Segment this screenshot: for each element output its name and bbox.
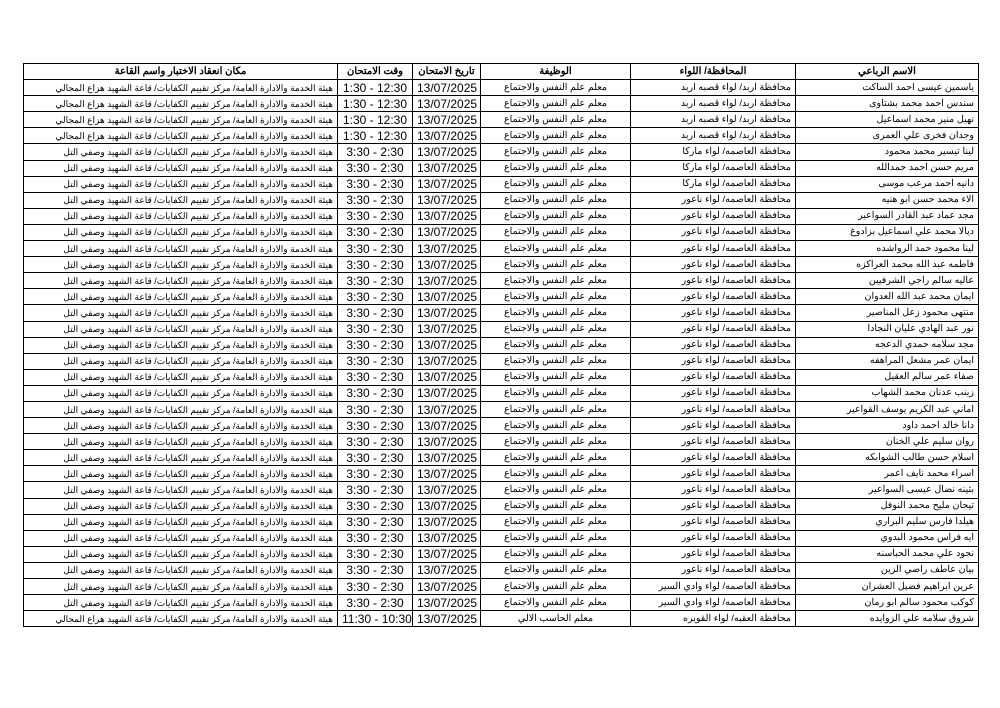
table-row — [24, 257, 979, 273]
table-row — [24, 418, 979, 434]
cell-date: 13/07/2025 — [413, 353, 481, 369]
table-row — [24, 498, 979, 514]
table-row — [24, 305, 979, 321]
cell-place: هيئة الخدمة والادارة العامة/ مركز تقييم الكفايات/ قاعة الشهيد وصفي التل — [24, 241, 338, 257]
cell-place: هيئة الخدمة والادارة العامة/ مركز تقييم الكفايات/ قاعة الشهيد وصفي التل — [24, 160, 338, 176]
cell-place: هيئة الخدمة والادارة العامة/ مركز تقييم الكفايات/ قاعة الشهيد وصفي التل — [24, 273, 338, 289]
cell-place: هيئة الخدمة والادارة العامة/ مركز تقييم الكفايات/ قاعة الشهيد وصفي التل — [24, 208, 338, 224]
cell-date: 13/07/2025 — [413, 321, 481, 337]
table-row — [24, 160, 979, 176]
cell-job: معلم علم النفس والاجتماع — [481, 337, 631, 353]
cell-name: بثينه نضال عيسى السواعير — [796, 482, 979, 498]
cell-governorate: محافظة العاصمه/ لواء ناعور — [631, 450, 796, 466]
cell-name: ايه فراس محمود البدوي — [796, 530, 979, 546]
cell-governorate: محافظة العاصمه/ لواء ماركا — [631, 160, 796, 176]
cell-governorate: محافظة العاصمه/ لواء ناعور — [631, 241, 796, 257]
cell-job: معلم علم النفس والاجتماع — [481, 257, 631, 273]
cell-name: زينب عدنان محمد الشهاب — [796, 385, 979, 401]
cell-time: 3:30 - 2:30 — [338, 176, 413, 192]
cell-name: اسراء محمد نايف اعمر — [796, 466, 979, 482]
cell-date: 13/07/2025 — [413, 208, 481, 224]
cell-governorate: محافظة العاصمه/ لواء ناعور — [631, 434, 796, 450]
cell-date: 13/07/2025 — [413, 401, 481, 417]
table-row — [24, 546, 979, 562]
cell-governorate: محافظة العاصمه/ لواء ناعور — [631, 418, 796, 434]
cell-job: معلم علم النفس والاجتماع — [481, 369, 631, 385]
cell-governorate: محافظة اربد/ لواء قصبه اربد — [631, 80, 796, 96]
cell-time: 1:30 - 12:30 — [338, 112, 413, 128]
cell-governorate: محافظة العاصمه/ لواء ماركا — [631, 144, 796, 160]
header-row — [24, 64, 979, 80]
table-row — [24, 208, 979, 224]
cell-governorate: محافظة العاصمه/ لواء ناعور — [631, 305, 796, 321]
cell-job: معلم علم النفس والاجتماع — [481, 482, 631, 498]
cell-date: 13/07/2025 — [413, 466, 481, 482]
cell-job: معلم علم النفس والاجتماع — [481, 321, 631, 337]
cell-place: هيئة الخدمة والادارة العامة/ مركز تقييم الكفايات/ قاعة الشهيد وصفي التل — [24, 434, 338, 450]
table-row — [24, 562, 979, 578]
table-row — [24, 482, 979, 498]
cell-place: هيئة الخدمة والادارة العامة/ مركز تقييم الكفايات/ قاعة الشهيد وصفي التل — [24, 257, 338, 273]
cell-date: 13/07/2025 — [413, 305, 481, 321]
cell-name: ديالا محمد علي اسماعيل بزادوغ — [796, 224, 979, 240]
cell-governorate: محافظة العاصمه/ لواء ناعور — [631, 273, 796, 289]
cell-time: 3:30 - 2:30 — [338, 434, 413, 450]
cell-place: هيئة الخدمة والادارة العامة/ مركز تقييم الكفايات/ قاعة الشهيد وصفي التل — [24, 385, 338, 401]
cell-governorate: محافظة العاصمه/ لواء ناعور — [631, 498, 796, 514]
cell-date: 13/07/2025 — [413, 385, 481, 401]
cell-time: 3:30 - 2:30 — [338, 530, 413, 546]
cell-name: بيان عاطف راضي الزين — [796, 562, 979, 578]
cell-place: هيئة الخدمة والادارة العامة/ مركز تقييم الكفايات/ قاعة الشهيد وصفي التل — [24, 514, 338, 530]
cell-name: نور عبد الهادي عليان النجادا — [796, 321, 979, 337]
cell-time: 3:30 - 2:30 — [338, 450, 413, 466]
cell-governorate: محافظة اربد/ لواء قصبه اربد — [631, 96, 796, 112]
cell-date: 13/07/2025 — [413, 530, 481, 546]
cell-date: 13/07/2025 — [413, 514, 481, 530]
cell-date: 13/07/2025 — [413, 176, 481, 192]
table-row — [24, 530, 979, 546]
table-row — [24, 224, 979, 240]
cell-name: روان سليم علي الخنان — [796, 434, 979, 450]
table-row — [24, 289, 979, 305]
cell-date: 13/07/2025 — [413, 450, 481, 466]
table-row — [24, 176, 979, 192]
cell-place: هيئة الخدمة والادارة العامة/ مركز تقييم الكفايات/ قاعة الشهيد وصفي التل — [24, 305, 338, 321]
cell-time: 3:30 - 2:30 — [338, 257, 413, 273]
cell-name: نهيل منير محمد اسماعيل — [796, 112, 979, 128]
header-governorate: المحافظة/ اللواء — [631, 64, 796, 80]
cell-name: دانيه احمد مرعب موسى — [796, 176, 979, 192]
cell-date: 13/07/2025 — [413, 579, 481, 595]
cell-date: 13/07/2025 — [413, 224, 481, 240]
cell-place: هيئة الخدمة والادارة العامة/ مركز تقييم الكفايات/ قاعة الشهيد وصفي التل — [24, 595, 338, 611]
cell-job: معلم علم النفس والاجتماع — [481, 80, 631, 96]
cell-name: لينا تيسير محمد محمود — [796, 144, 979, 160]
cell-place: هيئة الخدمة والادارة العامة/ مركز تقييم الكفايات/ قاعة الشهيد هزاع المجالي — [24, 128, 338, 144]
cell-name: فاطمه عبد الله محمد العراكزه — [796, 257, 979, 273]
cell-date: 13/07/2025 — [413, 498, 481, 514]
table-row — [24, 595, 979, 611]
cell-date: 13/07/2025 — [413, 546, 481, 562]
cell-job: معلم علم النفس والاجتماع — [481, 595, 631, 611]
cell-job: معلم علم النفس والاجتماع — [481, 160, 631, 176]
cell-job: معلم علم النفس والاجتماع — [481, 401, 631, 417]
cell-governorate: محافظة العاصمه/ لواء ناعور — [631, 321, 796, 337]
cell-date: 13/07/2025 — [413, 611, 481, 627]
cell-name: سندس احمد محمد بشتاوى — [796, 96, 979, 112]
cell-place: هيئة الخدمة والادارة العامة/ مركز تقييم الكفايات/ قاعة الشهيد وصفي التل — [24, 530, 338, 546]
cell-time: 3:30 - 2:30 — [338, 224, 413, 240]
cell-place: هيئة الخدمة والادارة العامة/ مركز تقييم الكفايات/ قاعة الشهيد وصفي التل — [24, 401, 338, 417]
cell-governorate: محافظة العاصمه/ لواء ناعور — [631, 562, 796, 578]
cell-place: هيئة الخدمة والادارة العامة/ مركز تقييم الكفايات/ قاعة الشهيد وصفي التل — [24, 466, 338, 482]
cell-name: مريم حسن احمد حمدالله — [796, 160, 979, 176]
cell-place: هيئة الخدمة والادارة العامة/ مركز تقييم الكفايات/ قاعة الشهيد وصفي التل — [24, 321, 338, 337]
cell-name: ايمان محمد عبد الله العدوان — [796, 289, 979, 305]
cell-job: معلم علم النفس والاجتماع — [481, 434, 631, 450]
cell-time: 3:30 - 2:30 — [338, 401, 413, 417]
cell-time: 3:30 - 2:30 — [338, 144, 413, 160]
cell-time: 3:30 - 2:30 — [338, 337, 413, 353]
cell-governorate: محافظة العاصمه/ لواء وادي السير — [631, 579, 796, 595]
table-row — [24, 96, 979, 112]
cell-job: معلم علم النفس والاجتماع — [481, 289, 631, 305]
cell-name: لينا محمود حمد الرواشده — [796, 241, 979, 257]
cell-governorate: محافظة العاصمه/ لواء ناعور — [631, 289, 796, 305]
cell-governorate: محافظة العاصمه/ لواء ناعور — [631, 546, 796, 562]
table-row — [24, 144, 979, 160]
cell-time: 3:30 - 2:30 — [338, 273, 413, 289]
cell-place: هيئة الخدمة والادارة العامة/ مركز تقييم الكفايات/ قاعة الشهيد وصفي التل — [24, 450, 338, 466]
cell-governorate: محافظة العاصمه/ لواء ناعور — [631, 192, 796, 208]
cell-date: 13/07/2025 — [413, 369, 481, 385]
table-row — [24, 353, 979, 369]
cell-date: 13/07/2025 — [413, 160, 481, 176]
cell-time: 11:30 - 10:30 — [338, 611, 413, 627]
table-row — [24, 579, 979, 595]
cell-date: 13/07/2025 — [413, 128, 481, 144]
cell-place: هيئة الخدمة والادارة العامة/ مركز تقييم الكفايات/ قاعة الشهيد وصفي التل — [24, 176, 338, 192]
cell-time: 3:30 - 2:30 — [338, 514, 413, 530]
cell-governorate: محافظة اربد/ لواء قصبه اربد — [631, 112, 796, 128]
cell-name: مجد سلامه حمدي الدعجه — [796, 337, 979, 353]
cell-governorate: محافظة العاصمه/ لواء ناعور — [631, 224, 796, 240]
cell-governorate: محافظة العاصمه/ لواء ناعور — [631, 401, 796, 417]
cell-name: هيلدا فارس سليم البراري — [796, 514, 979, 530]
cell-job: معلم علم النفس والاجتماع — [481, 273, 631, 289]
cell-time: 3:30 - 2:30 — [338, 466, 413, 482]
cell-place: هيئة الخدمة والادارة العامة/ مركز تقييم الكفايات/ قاعة الشهيد وصفي التل — [24, 418, 338, 434]
cell-job: معلم علم النفس والاجتماع — [481, 385, 631, 401]
cell-time: 3:30 - 2:30 — [338, 482, 413, 498]
header-name: الاسم الرباعي — [796, 64, 979, 80]
cell-name: نجود علي محمد الحباسنه — [796, 546, 979, 562]
cell-job: معلم علم النفس والاجتماع — [481, 353, 631, 369]
cell-name: تيجان مليح محمد النوفل — [796, 498, 979, 514]
cell-name: وجدان فخرى علي العمرى — [796, 128, 979, 144]
table-row — [24, 450, 979, 466]
cell-time: 3:30 - 2:30 — [338, 353, 413, 369]
table-row — [24, 80, 979, 96]
cell-place: هيئة الخدمة والادارة العامة/ مركز تقييم الكفايات/ قاعة الشهيد وصفي التل — [24, 546, 338, 562]
cell-time: 3:30 - 2:30 — [338, 562, 413, 578]
cell-date: 13/07/2025 — [413, 96, 481, 112]
cell-place: هيئة الخدمة والادارة العامة/ مركز تقييم الكفايات/ قاعة الشهيد وصفي التل — [24, 144, 338, 160]
cell-date: 13/07/2025 — [413, 241, 481, 257]
cell-date: 13/07/2025 — [413, 337, 481, 353]
cell-date: 13/07/2025 — [413, 80, 481, 96]
cell-date: 13/07/2025 — [413, 144, 481, 160]
cell-date: 13/07/2025 — [413, 595, 481, 611]
cell-governorate: محافظة العاصمه/ لواء وادي السير — [631, 595, 796, 611]
cell-time: 3:30 - 2:30 — [338, 192, 413, 208]
cell-job: معلم علم النفس والاجتماع — [481, 514, 631, 530]
cell-name: شروق سلامه علي الزوايده — [796, 611, 979, 627]
cell-job: معلم علم النفس والاجتماع — [481, 466, 631, 482]
header-date: تاريخ الامتحان — [413, 64, 481, 80]
cell-governorate: محافظة العاصمه/ لواء ناعور — [631, 385, 796, 401]
header-place: مكان انعقاد الاختبار واسم القاعة — [24, 64, 338, 80]
cell-job: معلم علم النفس والاجتماع — [481, 176, 631, 192]
table-row — [24, 241, 979, 257]
cell-time: 3:30 - 2:30 — [338, 546, 413, 562]
cell-name: منتهى محمود زعل المناصير — [796, 305, 979, 321]
cell-place: هيئة الخدمة والادارة العامة/ مركز تقييم الكفايات/ قاعة الشهيد وصفي التل — [24, 353, 338, 369]
cell-date: 13/07/2025 — [413, 562, 481, 578]
cell-governorate: محافظة العاصمه/ لواء ناعور — [631, 257, 796, 273]
cell-governorate: محافظة العاصمه/ لواء ناعور — [631, 353, 796, 369]
cell-place: هيئة الخدمة والادارة العامة/ مركز تقييم الكفايات/ قاعة الشهيد وصفي التل — [24, 369, 338, 385]
cell-job: معلم علم النفس والاجتماع — [481, 224, 631, 240]
cell-time: 3:30 - 2:30 — [338, 418, 413, 434]
cell-time: 3:30 - 2:30 — [338, 305, 413, 321]
cell-place: هيئة الخدمة والادارة العامة/ مركز تقييم الكفايات/ قاعة الشهيد هزاع المجالي — [24, 611, 338, 627]
cell-date: 13/07/2025 — [413, 112, 481, 128]
cell-place: هيئة الخدمة والادارة العامة/ مركز تقييم الكفايات/ قاعة الشهيد وصفي التل — [24, 192, 338, 208]
cell-job: معلم الحاسب الالي — [481, 611, 631, 627]
table-row — [24, 273, 979, 289]
cell-name: عاليه سالم راجي الشرفيين — [796, 273, 979, 289]
table-row — [24, 514, 979, 530]
cell-time: 3:30 - 2:30 — [338, 289, 413, 305]
cell-place: هيئة الخدمة والادارة العامة/ مركز تقييم الكفايات/ قاعة الشهيد وصفي التل — [24, 498, 338, 514]
cell-job: معلم علم النفس والاجتماع — [481, 498, 631, 514]
cell-name: ياسمين عيسى احمد الساكت — [796, 80, 979, 96]
table-row — [24, 112, 979, 128]
table-row — [24, 434, 979, 450]
cell-name: الاء محمد حسن ابو هنيه — [796, 192, 979, 208]
cell-place: هيئة الخدمة والادارة العامة/ مركز تقييم الكفايات/ قاعة الشهيد وصفي التل — [24, 289, 338, 305]
cell-governorate: محافظة العاصمه/ لواء ماركا — [631, 176, 796, 192]
cell-governorate: محافظة العاصمه/ لواء ناعور — [631, 337, 796, 353]
cell-date: 13/07/2025 — [413, 289, 481, 305]
cell-governorate: محافظة اربد/ لواء قصبه اربد — [631, 128, 796, 144]
cell-time: 3:30 - 2:30 — [338, 321, 413, 337]
cell-job: معلم علم النفس والاجتماع — [481, 450, 631, 466]
cell-job: معلم علم النفس والاجتماع — [481, 128, 631, 144]
cell-place: هيئة الخدمة والادارة العامة/ مركز تقييم الكفايات/ قاعة الشهيد وصفي التل — [24, 579, 338, 595]
cell-time: 3:30 - 2:30 — [338, 241, 413, 257]
cell-time: 3:30 - 2:30 — [338, 160, 413, 176]
cell-job: معلم علم النفس والاجتماع — [481, 579, 631, 595]
cell-name: كوكب محمود سالم ابو رمان — [796, 595, 979, 611]
cell-time: 3:30 - 2:30 — [338, 208, 413, 224]
cell-name: دانا خالد احمد داود — [796, 418, 979, 434]
table-row — [24, 611, 979, 627]
cell-time: 3:30 - 2:30 — [338, 498, 413, 514]
cell-date: 13/07/2025 — [413, 192, 481, 208]
cell-job: معلم علم النفس والاجتماع — [481, 192, 631, 208]
cell-job: معلم علم النفس والاجتماع — [481, 530, 631, 546]
cell-date: 13/07/2025 — [413, 273, 481, 289]
cell-name: ايمان عمر مشعل المراهفه — [796, 353, 979, 369]
cell-place: هيئة الخدمة والادارة العامة/ مركز تقييم الكفايات/ قاعة الشهيد هزاع المجالي — [24, 96, 338, 112]
cell-job: معلم علم النفس والاجتماع — [481, 144, 631, 160]
table-row — [24, 321, 979, 337]
exam-schedule-table — [23, 63, 979, 627]
header-time: وقت الامتحان — [338, 64, 413, 80]
cell-name: مجد عماد عبد القادر السواعير — [796, 208, 979, 224]
table-row — [24, 385, 979, 401]
table-row — [24, 466, 979, 482]
cell-time: 3:30 - 2:30 — [338, 385, 413, 401]
cell-place: هيئة الخدمة والادارة العامة/ مركز تقييم الكفايات/ قاعة الشهيد هزاع المجالي — [24, 80, 338, 96]
cell-date: 13/07/2025 — [413, 482, 481, 498]
cell-name: عرين ابراهيم فضيل العشران — [796, 579, 979, 595]
cell-place: هيئة الخدمة والادارة العامة/ مركز تقييم الكفايات/ قاعة الشهيد هزاع المجالي — [24, 112, 338, 128]
cell-job: معلم علم النفس والاجتماع — [481, 241, 631, 257]
cell-time: 1:30 - 12:30 — [338, 128, 413, 144]
cell-time: 1:30 - 12:30 — [338, 80, 413, 96]
table-row — [24, 401, 979, 417]
cell-name: اسلام حسن طالب الشوابكه — [796, 450, 979, 466]
cell-governorate: محافظة العاصمه/ لواء ناعور — [631, 369, 796, 385]
cell-governorate: محافظة العاصمه/ لواء ناعور — [631, 208, 796, 224]
cell-governorate: محافظة العاصمه/ لواء ناعور — [631, 466, 796, 482]
cell-place: هيئة الخدمة والادارة العامة/ مركز تقييم الكفايات/ قاعة الشهيد وصفي التل — [24, 562, 338, 578]
cell-place: هيئة الخدمة والادارة العامة/ مركز تقييم الكفايات/ قاعة الشهيد وصفي التل — [24, 482, 338, 498]
cell-time: 3:30 - 2:30 — [338, 369, 413, 385]
header-job: الوظيفة — [481, 64, 631, 80]
cell-governorate: محافظة العاصمه/ لواء ناعور — [631, 514, 796, 530]
cell-name: اماني عبد الكريم يوسف القواعير — [796, 401, 979, 417]
table-row — [24, 369, 979, 385]
cell-date: 13/07/2025 — [413, 418, 481, 434]
cell-time: 1:30 - 12:30 — [338, 96, 413, 112]
cell-date: 13/07/2025 — [413, 257, 481, 273]
table-row — [24, 128, 979, 144]
cell-place: هيئة الخدمة والادارة العامة/ مركز تقييم الكفايات/ قاعة الشهيد وصفي التل — [24, 224, 338, 240]
cell-name: صفاء عمر سالم العقيل — [796, 369, 979, 385]
cell-job: معلم علم النفس والاجتماع — [481, 112, 631, 128]
cell-governorate: محافظة العاصمه/ لواء ناعور — [631, 530, 796, 546]
cell-job: معلم علم النفس والاجتماع — [481, 418, 631, 434]
cell-place: هيئة الخدمة والادارة العامة/ مركز تقييم الكفايات/ قاعة الشهيد وصفي التل — [24, 337, 338, 353]
cell-governorate: محافظة العقبه/ لواء القويره — [631, 611, 796, 627]
cell-governorate: محافظة العاصمه/ لواء ناعور — [631, 482, 796, 498]
cell-job: معلم علم النفس والاجتماع — [481, 562, 631, 578]
cell-job: معلم علم النفس والاجتماع — [481, 96, 631, 112]
table-row — [24, 337, 979, 353]
cell-job: معلم علم النفس والاجتماع — [481, 305, 631, 321]
cell-job: معلم علم النفس والاجتماع — [481, 546, 631, 562]
cell-date: 13/07/2025 — [413, 434, 481, 450]
cell-time: 3:30 - 2:30 — [338, 595, 413, 611]
table-row — [24, 192, 979, 208]
cell-time: 3:30 - 2:30 — [338, 579, 413, 595]
cell-job: معلم علم النفس والاجتماع — [481, 208, 631, 224]
